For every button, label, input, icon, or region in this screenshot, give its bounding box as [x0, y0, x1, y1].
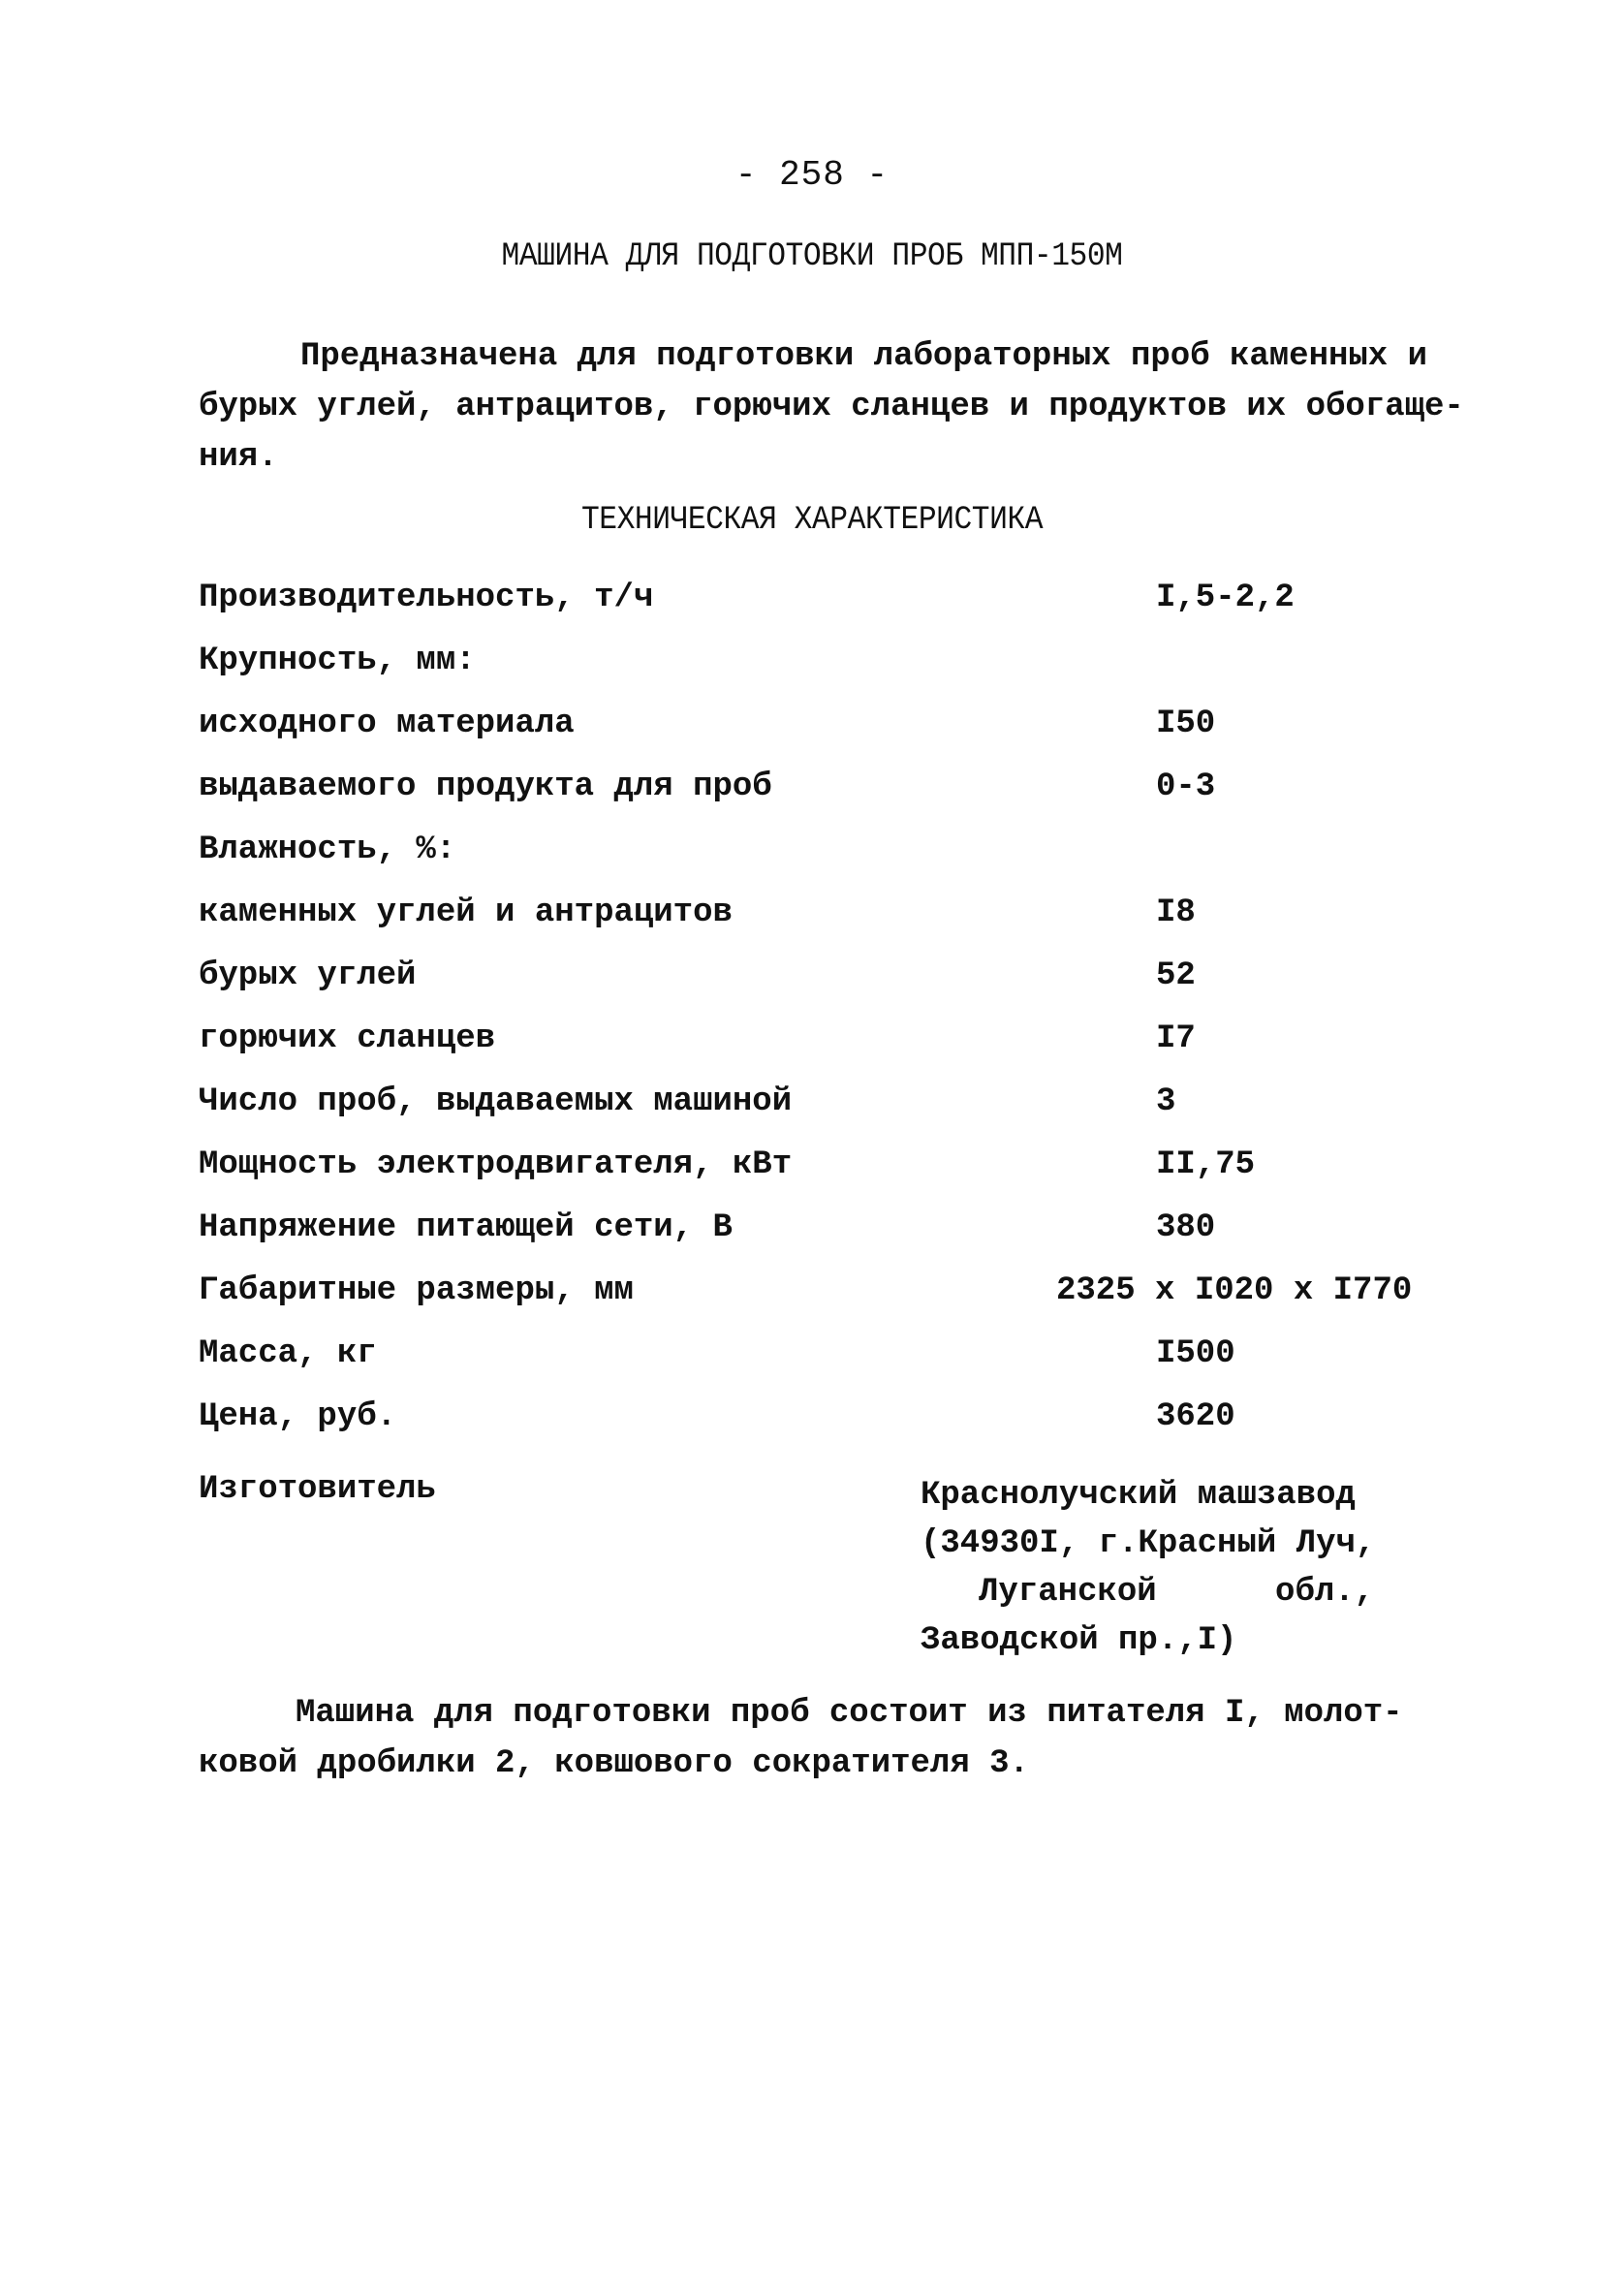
address-line: (34930I, г.Красный Луч, [921, 1525, 1376, 1562]
spec-label: Производительность, т/ч [199, 580, 654, 616]
spec-value: I,5-2,2 [1156, 580, 1295, 616]
spec-label: Габаритные размеры, мм [199, 1272, 634, 1309]
spec-row [199, 1139, 1458, 1202]
spec-value: 0-3 [1156, 769, 1216, 805]
outro-line: ковой дробилки 2, ковшового сократителя 3. [199, 1745, 1029, 1782]
spec-row [199, 698, 1458, 761]
section-title: ТЕХНИЧЕСКАЯ ХАРАКТЕРИСТИКА [580, 502, 1044, 539]
spec-label: каменных углей и антрацитов [199, 894, 733, 931]
spec-row [199, 635, 1458, 698]
spec-label: бурых углей [199, 957, 417, 994]
spec-label: Число проб, выдаваемых машиной [199, 1083, 793, 1120]
address-line: Краснолучский машзавод [921, 1477, 1356, 1514]
manufacturer-label: Изготовитель [199, 1471, 436, 1508]
document-title: МАШИНА ДЛЯ ПОДГОТОВКИ ПРОБ МПП-150М [501, 238, 1123, 275]
spec-value: 380 [1156, 1209, 1216, 1246]
spec-row [199, 1202, 1458, 1265]
spec-value: I50 [1156, 706, 1216, 742]
spec-label: Масса, кг [199, 1335, 377, 1372]
spec-value: 3620 [1156, 1398, 1235, 1435]
address-line: Луганской обл., [979, 1574, 1375, 1611]
spec-row [199, 950, 1458, 1013]
spec-row [199, 1013, 1458, 1076]
intro-line: бурых углей, антрацитов, горючих сланцев и продуктов их обогаще- [199, 389, 1464, 425]
spec-row [199, 1328, 1458, 1391]
intro-paragraph [199, 331, 1464, 483]
spec-value: 52 [1156, 957, 1196, 994]
spec-label: выдаваемого продукта для проб [199, 769, 772, 805]
manufacturer-address [921, 1471, 1375, 1665]
spec-row [199, 887, 1458, 950]
spec-label: Цена, руб. [199, 1398, 397, 1435]
spec-label: горючих сланцев [199, 1020, 496, 1057]
spec-label: исходного материала [199, 706, 575, 742]
spec-row [199, 1076, 1458, 1139]
spec-value: I500 [1156, 1335, 1235, 1372]
spec-label: Напряжение питающей сети, В [199, 1209, 733, 1246]
spec-value: I8 [1156, 894, 1196, 931]
spec-label: Крупность, мм: [199, 643, 476, 679]
page-number: - 258 - [734, 155, 890, 195]
spec-value: II,75 [1156, 1146, 1256, 1183]
intro-line: ния. [199, 439, 278, 476]
spec-label: Мощность электродвигателя, кВт [199, 1146, 793, 1183]
spec-row [199, 1265, 1458, 1328]
spec-value: 3 [1156, 1083, 1176, 1120]
spec-row [199, 572, 1458, 635]
address-line: Заводской пр.,I) [921, 1622, 1237, 1659]
spec-value: 2325 x I020 x I770 [1056, 1272, 1413, 1309]
spec-row [199, 824, 1458, 887]
spec-label: Влажность, %: [199, 831, 456, 868]
intro-line: Предназначена для подготовки лабораторных проб каменных и [300, 338, 1427, 375]
spec-row [199, 761, 1458, 824]
spec-row [199, 1391, 1458, 1454]
spec-value: I7 [1156, 1020, 1196, 1057]
spec-table [199, 572, 1458, 1454]
outro-line: Машина для подготовки проб состоит из питателя I, молот- [296, 1695, 1403, 1732]
outro-paragraph [199, 1688, 1458, 1789]
